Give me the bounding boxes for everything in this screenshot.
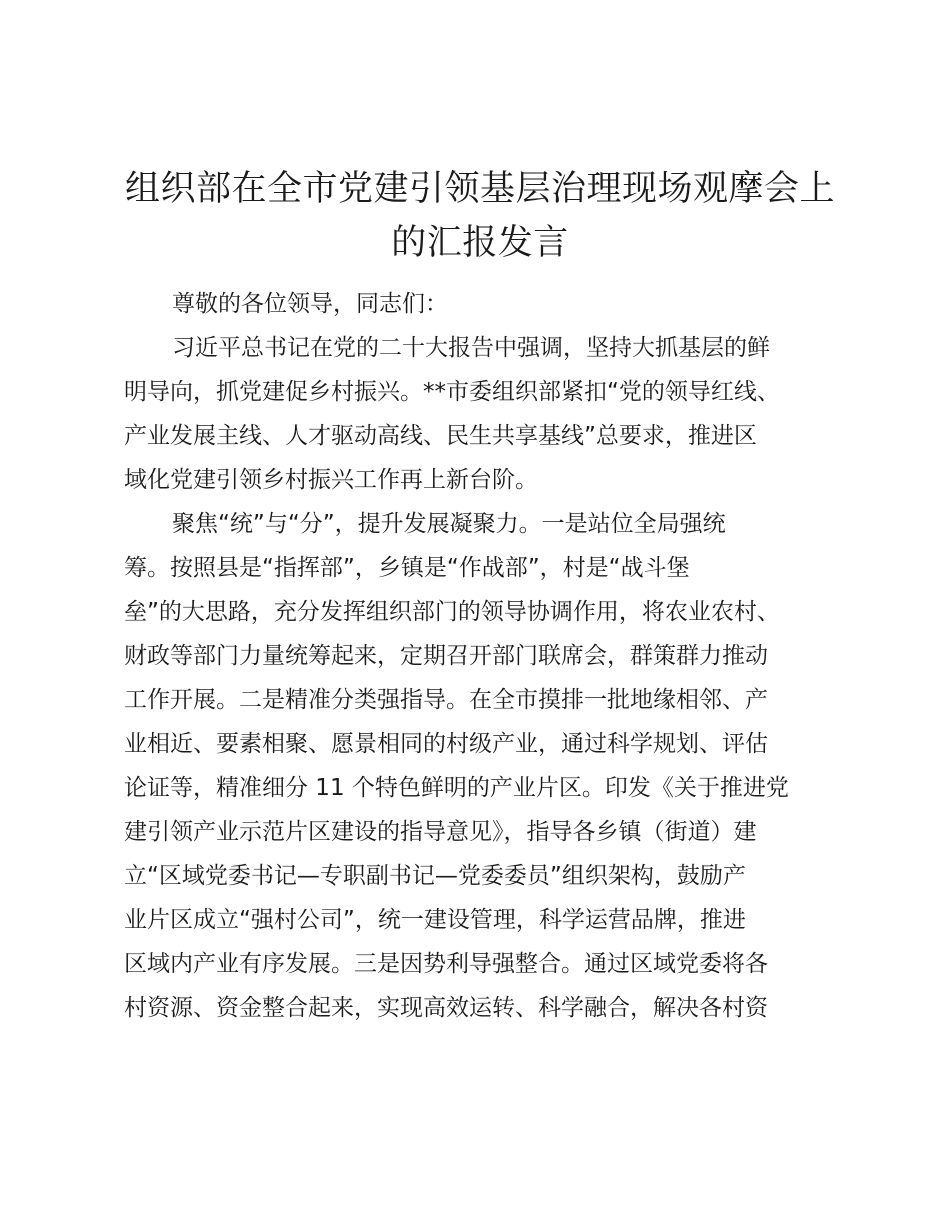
paragraph-line: 聚焦“统”与“分”，提升发展凝聚力。一是站位全局强统: [172, 511, 726, 537]
paragraph-line: 村资源、资金整合起来，实现高效运转、科学融合，解决各村资: [124, 995, 768, 1021]
paragraph-line: 财政等部门力量统筹起来，定期召开部门联席会，群策群力推动: [124, 643, 768, 669]
paragraph-line: 立“区域党委书记—专职副书记—党委委员”组织架构，鼓励产: [124, 863, 746, 889]
paragraph-line: 论证等，精准细分 11 个特色鲜明的产业片区。印发《关于推进党: [124, 775, 789, 801]
paragraph-line: 建引领产业示范片区建设的指导意见》，指导各乡镇（街道）建: [124, 819, 757, 845]
paragraph-line: 区域内产业有序发展。三是因势利导强整合。通过区域党委将各: [124, 951, 768, 977]
paragraph-line: 垒”的大思路，充分发挥组织部门的领导协调作用，将农业农村、: [124, 599, 780, 625]
paragraph-line: 产业发展主线、人才驱动高线、民生共享基线”总要求，推进区: [124, 423, 757, 449]
paragraph-line: 业相近、要素相聚、愿景相同的村级产业，通过科学规划、评估: [124, 731, 768, 757]
title-line: 组织部在全市党建引领基层治理现场观摩会上: [124, 169, 835, 209]
paragraph-line: 工作开展。二是精准分类强指导。在全市摸排一批地缘相邻、产: [124, 687, 768, 713]
document-body: [124, 282, 840, 1030]
paragraph-line: 习近平总书记在党的二十大报告中强调，坚持大抓基层的鲜: [172, 335, 770, 361]
title-line: 的汇报发言: [391, 223, 569, 263]
document-title: [120, 162, 840, 270]
paragraph-line: 明导向，抓党建促乡村振兴。**市委组织部紧扣“党的领导红线、: [124, 379, 780, 405]
paragraph-line: 筹。按照县是“指挥部”，乡镇是“作战部”，村是“战斗堡: [124, 555, 690, 581]
paragraph-line: 域化党建引领乡村振兴工作再上新台阶。: [124, 467, 538, 493]
paragraph-line: 业片区成立“强村公司”，统一建设管理，科学运营品牌，推进: [124, 907, 746, 933]
salutation: 尊敬的各位领导，同志们：: [172, 291, 448, 317]
